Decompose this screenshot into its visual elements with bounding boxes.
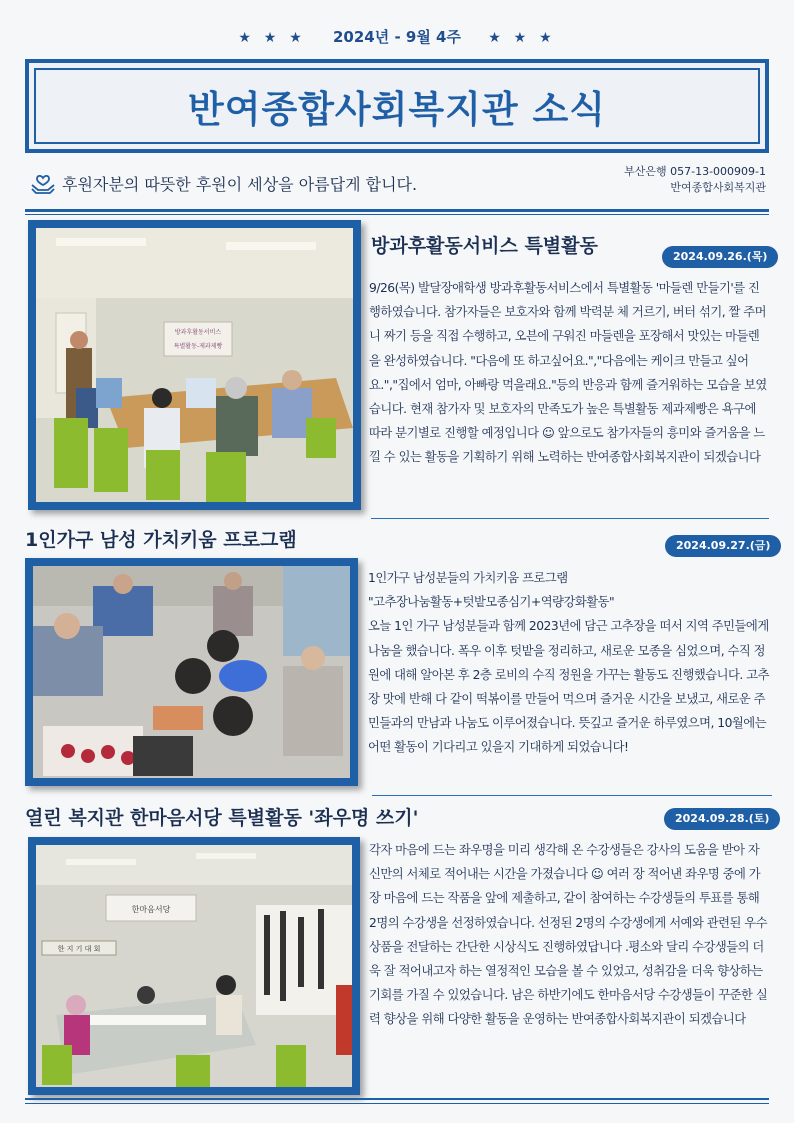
photo-madeleine-class	[28, 220, 361, 510]
stars-left-icon: ★ ★ ★	[238, 30, 306, 46]
photo-contest-sign: 한 지 기 대 회	[57, 945, 101, 953]
body-line-activities: "고추장나눔활동+텃밭모종심기+역량강화활동"	[368, 595, 615, 610]
photo-sign-line1: 방과후활동서비스	[174, 329, 222, 336]
bank-info	[624, 164, 766, 196]
footer-divider	[25, 1098, 769, 1100]
section-divider-1	[371, 518, 769, 519]
photo-calligraphy-class	[28, 837, 360, 1095]
date-line	[0, 26, 794, 47]
section-body-afterschool: 9/26(목) 발달장애학생 방과후활동서비스에서 특별활동 '마들렌 만들기'를 진행하였습니다. 참가자들은 보호자와 함께 박력분 체 거르기, 버터 섞기, 짤 주머니 짜기 등을 직접 수행하고, 오븐에 구워진 마들렌을 포장해서 맛있는 마들렌을 완성하였습니다. "다음에 또 하고싶어요.","다음에는 케이크 만들고 싶어요.","집에서 엄마, 아빠랑 먹을래요."등의 반응과 함께 즐거워하는 모습을 보였습니다. 현재 참가자 및 보호자의 만족도가 높은 특별활동 제과제빵은 욕구에 따라 분기별로 진행할 예정입니다 ☺ 앞으로도 참가자들의 흥미와 즐거움을 느낄 수 있는 활동을 기획하기 위해 노력하는 반여종합사회복지관이 되겠습니다	[369, 281, 767, 465]
slogan	[30, 172, 417, 195]
photo-gochujang-sharing	[25, 558, 358, 786]
section-title-afterschool: 방과후활동서비스 특별활동	[371, 235, 598, 257]
photo-banner: 한마음서당	[131, 905, 171, 914]
section-body-calligraphy: 각자 마음에 드는 좌우명을 미리 생각해 온 수강생들은 강사의 도움을 받아 자신만의 서체로 적어내는 시간을 가졌습니다 ☺ 여러 장 적어낸 좌우명 중에 가장 마음에 드는 작품을 앞에 제출하고, 같이 참여하는 수강생들의 투표를 통해 2명의 수강생을 선정하였습니다. 선정된 2명의 수강생에게 서예와 관련된 우수 상품을 전달하는 간단한 시상식도 진행하였답니다 .평소와 달리 수강생들의 더욱 잘 적어내고자 하는 열정적인 모습을 볼 수 있었고, 성취감을 더욱 향상하는 기회를 가질 수 있었습니다. 남은 하반기에도 한마음서당 수강생들이 꾸준한 실력 향상을 위해 다양한 활동을 운영하는 반여종합사회복지관이 되겠습니다	[369, 843, 768, 1027]
slogan-text: 후원자분의 따뜻한 후원이 세상을 아름답게 합니다.	[62, 175, 418, 194]
bank-holder: 반여종합사회복지관	[670, 181, 766, 194]
newsletter-title: 반여종합사회복지관 소식	[187, 88, 607, 131]
section-divider-2	[372, 795, 772, 796]
header-divider	[25, 209, 769, 212]
madeleine-class-illustration	[36, 228, 353, 502]
section-title-calligraphy: 열린 복지관 한마음서당 특별활동 '좌우명 쓰기'	[25, 807, 419, 829]
stars-right-icon: ★ ★ ★	[488, 30, 556, 46]
section-date-badge-single-household: 2024.09.27.(금)	[665, 535, 781, 557]
section-date-badge-afterschool: 2024.09.26.(목)	[662, 246, 778, 268]
calligraphy-class-illustration	[36, 845, 352, 1087]
section-body-single-household	[368, 566, 772, 760]
body-line-description: 오늘 1인 가구 남성분들과 함께 2023년에 담근 고추장을 떠서 지역 주민들에게 나눔을 했습니다. 폭우 이후 텃밭을 정리하고, 새로운 모종을 심었으며, 수직 정원에 대해 알아본 후 2층 로비의 수직 정원을 가꾸는 활동도 진행했습니다. 고추장 맛에 반해 다 같이 떡볶이를 만들어 먹으며 즐거운 시간을 보냈고, 새로운 주민들과의 만남과 나눔도 이루어졌습니다. 뜻깊고 즐거운 하루였으며, 10월에는 어떤 활동이 기다리고 있을지 기대하게 되었습니다!	[368, 619, 769, 755]
photo-sign-line2: 특별활동-제과제빵	[173, 343, 223, 350]
body-line-program: 1인가구 남성분들의 가치키움 프로그램	[368, 571, 568, 585]
bank-account: 부산은행 057-13-000909-1	[624, 165, 766, 178]
section-title-single-household: 1인가구 남성 가치키움 프로그램	[25, 529, 297, 551]
gochujang-sharing-illustration	[33, 566, 350, 778]
section-date-badge-calligraphy: 2024.09.28.(토)	[664, 808, 780, 830]
hands-heart-icon	[30, 173, 56, 195]
issue-date: 2024년 - 9월 4주	[333, 28, 461, 46]
newsletter-title-box	[25, 59, 769, 153]
